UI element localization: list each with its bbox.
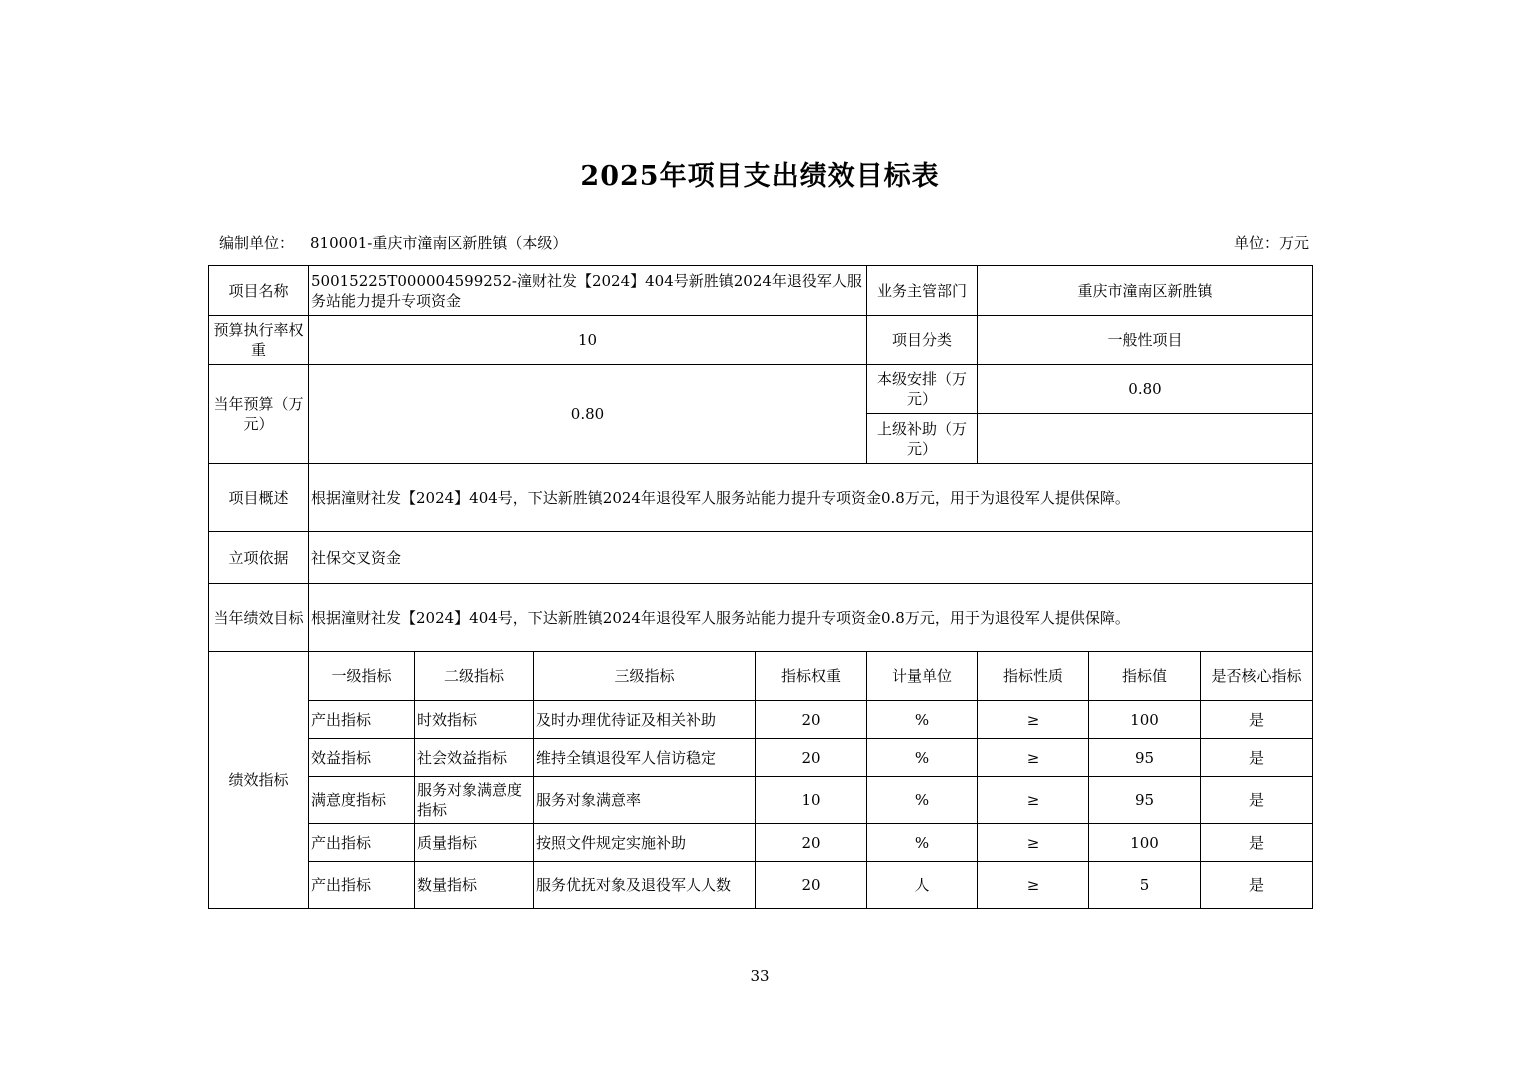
indicator-weight: 20 — [756, 701, 867, 739]
indicator-level3: 维持全镇退役军人信访稳定 — [534, 739, 756, 777]
indicator-level3: 服务对象满意率 — [534, 777, 756, 824]
indicator-nature: ≥ — [978, 862, 1089, 909]
indicator-nature: ≥ — [978, 701, 1089, 739]
indicator-header: 二级指标 — [415, 652, 534, 701]
indicator-value: 5 — [1089, 862, 1201, 909]
indicator-unit: % — [867, 777, 978, 824]
indicator-header: 指标值 — [1089, 652, 1201, 701]
indicator-value: 95 — [1089, 739, 1201, 777]
indicator-nature: ≥ — [978, 777, 1089, 824]
basis-label: 立项依据 — [209, 532, 309, 584]
compiling-unit — [219, 232, 567, 253]
row-goal — [209, 584, 1313, 652]
weight-label: 预算执行率权重 — [209, 316, 309, 365]
indicator-weight: 20 — [756, 824, 867, 862]
indicator-row — [209, 824, 1313, 862]
indicator-header: 计量单位 — [867, 652, 978, 701]
local-value: 0.80 — [978, 365, 1313, 414]
overview-value: 根据潼财社发【2024】404号，下达新胜镇2024年退役军人服务站能力提升专项资金0.8万元，用于为退役军人提供保障。 — [309, 464, 1313, 532]
category-label: 项目分类 — [867, 316, 978, 365]
indicator-weight: 20 — [756, 862, 867, 909]
goal-value: 根据潼财社发【2024】404号，下达新胜镇2024年退役军人服务站能力提升专项资金0.8万元，用于为退役军人提供保障。 — [309, 584, 1313, 652]
indicator-value: 95 — [1089, 777, 1201, 824]
indicators-label: 绩效指标 — [209, 652, 309, 909]
row-project-name — [209, 266, 1313, 316]
page-number: 33 — [750, 967, 770, 985]
page-title: 2025年项目支出绩效目标表 — [580, 161, 940, 192]
indicator-core: 是 — [1201, 824, 1313, 862]
indicator-level2: 数量指标 — [415, 862, 534, 909]
row-budget-local — [209, 365, 1313, 414]
indicator-header: 是否核心指标 — [1201, 652, 1313, 701]
indicator-level2: 服务对象满意度指标 — [415, 777, 534, 824]
indicator-unit: 人 — [867, 862, 978, 909]
indicator-level1: 满意度指标 — [309, 777, 415, 824]
indicator-nature: ≥ — [978, 739, 1089, 777]
indicator-unit: % — [867, 701, 978, 739]
basis-value: 社保交叉资金 — [309, 532, 1313, 584]
upper-label: 上级补助（万元） — [867, 414, 978, 464]
indicator-row — [209, 701, 1313, 739]
indicator-level1: 效益指标 — [309, 739, 415, 777]
indicator-value: 100 — [1089, 824, 1201, 862]
goal-label: 当年绩效目标 — [209, 584, 309, 652]
indicator-header: 一级指标 — [309, 652, 415, 701]
indicator-header-row — [209, 652, 1313, 701]
indicator-unit: % — [867, 824, 978, 862]
indicator-level1: 产出指标 — [309, 862, 415, 909]
budget-value: 0.80 — [309, 365, 867, 464]
indicator-row — [209, 739, 1313, 777]
row-weight — [209, 316, 1313, 365]
indicator-level2: 社会效益指标 — [415, 739, 534, 777]
indicator-core: 是 — [1201, 739, 1313, 777]
compiling-unit-label: 编制单位： — [219, 234, 295, 252]
indicator-nature: ≥ — [978, 824, 1089, 862]
indicator-level3: 及时办理优待证及相关补助 — [534, 701, 756, 739]
indicator-core: 是 — [1201, 701, 1313, 739]
currency-unit: 单位：万元 — [1233, 234, 1309, 252]
indicator-header: 指标权重 — [756, 652, 867, 701]
local-label: 本级安排（万元） — [867, 365, 978, 414]
indicator-weight: 10 — [756, 777, 867, 824]
dept-label: 业务主管部门 — [867, 266, 978, 316]
indicator-core: 是 — [1201, 862, 1313, 909]
budget-label: 当年预算（万元） — [209, 365, 309, 464]
dept-value: 重庆市潼南区新胜镇 — [978, 266, 1313, 316]
indicator-level1: 产出指标 — [309, 701, 415, 739]
indicator-level1: 产出指标 — [309, 824, 415, 862]
indicator-level3: 按照文件规定实施补助 — [534, 824, 756, 862]
indicator-level2: 时效指标 — [415, 701, 534, 739]
indicator-level2: 质量指标 — [415, 824, 534, 862]
category-value: 一般性项目 — [978, 316, 1313, 365]
weight-value: 10 — [309, 316, 867, 365]
row-basis — [209, 532, 1313, 584]
indicator-core: 是 — [1201, 777, 1313, 824]
indicator-header: 三级指标 — [534, 652, 756, 701]
indicator-unit: % — [867, 739, 978, 777]
indicator-header: 指标性质 — [978, 652, 1089, 701]
project-name-value: 50015225T000004599252-潼财社发【2024】404号新胜镇2024年退役军人服务站能力提升专项资金 — [309, 266, 867, 316]
indicator-value: 100 — [1089, 701, 1201, 739]
project-name-label: 项目名称 — [209, 266, 309, 316]
compiling-unit-value: 810001-重庆市潼南区新胜镇（本级） — [310, 234, 568, 252]
row-overview — [209, 464, 1313, 532]
overview-label: 项目概述 — [209, 464, 309, 532]
indicator-level3: 服务优抚对象及退役军人人数 — [534, 862, 756, 909]
indicator-row — [209, 777, 1313, 824]
indicator-weight: 20 — [756, 739, 867, 777]
upper-value — [978, 414, 1313, 464]
indicator-row — [209, 862, 1313, 909]
performance-table — [208, 265, 1313, 909]
